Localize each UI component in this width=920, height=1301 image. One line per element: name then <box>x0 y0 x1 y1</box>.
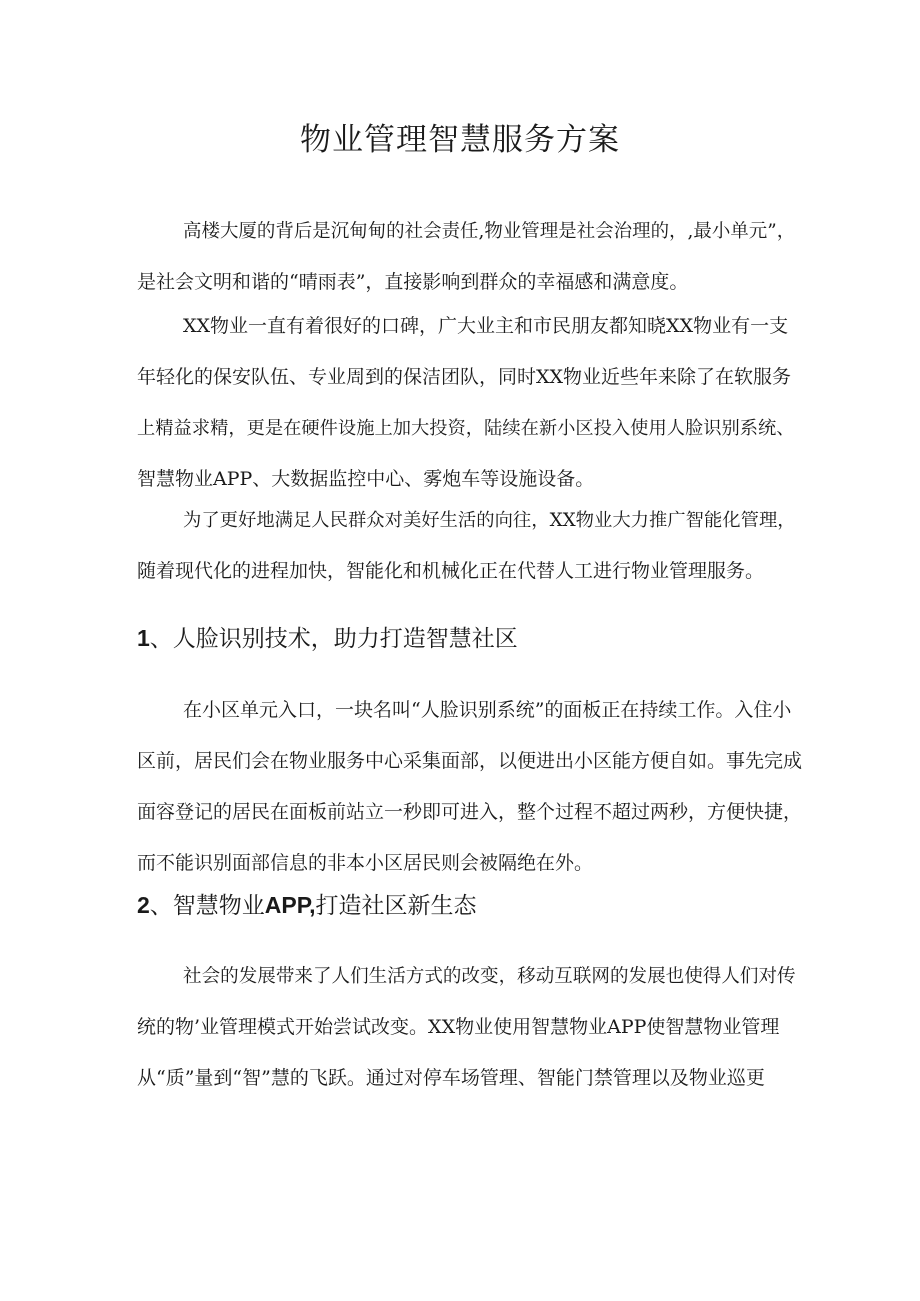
intro-paragraph-3 <box>137 495 802 597</box>
section-1-paragraph <box>137 685 802 889</box>
section-heading-text: 打造社区新生态 <box>315 893 477 919</box>
paragraph-line: 是社会文明和谐的“晴雨表”，直接影响到群众的幸福感和满意度。 <box>137 271 689 293</box>
section-2-paragraph <box>137 951 802 1104</box>
section-heading-bold-text: APP, <box>264 892 316 918</box>
paragraph-line: 在小区单元入口，一块名叫“人脸识别系统”的面板正在持续工作。入住小 <box>183 699 792 721</box>
section-number: 2 <box>137 892 150 918</box>
paragraph-line: 区前，居民们会在物业服务中心采集面部，以便进出小区能方便自如。事先完成 <box>137 750 803 772</box>
intro-paragraph-2 <box>137 301 802 505</box>
document-title: 物业管理智慧服务方案 <box>300 122 620 158</box>
paragraph-line: 从“质”量到“智”慧的飞跃。通过对停车场管理、智能门禁管理以及物业巡更 <box>137 1067 765 1089</box>
section-number: 1 <box>137 625 150 651</box>
paragraph-line: 随着现代化的进程加快，智能化和机械化正在代替人工进行物业管理服务。 <box>137 560 765 582</box>
paragraph-line: 而不能识别面部信息的非本小区居民则会被隔绝在外。 <box>137 852 594 874</box>
paragraph-line: 社会的发展带来了人们生活方式的改变，移动互联网的发展也使得人们对传 <box>183 966 796 987</box>
section-heading-2 <box>137 887 802 924</box>
paragraph-line: 面容登记的居民在面板前站立一秒即可进入，整个过程不超过两秒，方便快捷， <box>137 801 803 823</box>
intro-paragraph-1 <box>137 206 802 308</box>
paragraph-line: 高楼大厦的背后是沉甸甸的社会责任,物业管理是社会治理的，,最小单元”， <box>183 221 796 242</box>
section-separator: 、 <box>149 893 173 919</box>
paragraph-line: 上精益求精，更是在硬件设施上加大投资，陆续在新小区投入使用人脸识别系统、 <box>137 418 795 439</box>
section-heading-text: 人脸识别技术，助力打造智慧社区 <box>172 626 518 652</box>
section-heading-text: 智慧物业 <box>172 893 265 919</box>
paragraph-line: XX物业一直有着很好的口碑，广大业主和市民朋友都知晓XX物业有一支 <box>183 315 789 337</box>
paragraph-line: 年轻化的保安队伍、专业周到的保洁团队，同时XX物业近些年来除了在软服务 <box>137 366 792 388</box>
paragraph-line: 为了更好地满足人民群众对美好生活的向往，XX物业大力推广智能化管理， <box>183 510 796 531</box>
paragraph-line: 智慧物业APP、大数据监控中心、雾炮车等设施设备。 <box>137 468 595 490</box>
section-separator: 、 <box>149 626 173 652</box>
paragraph-line: 统的物’业管理模式开始尝试改变。XX物业使用智慧物业APP使智慧物业管理 <box>137 1016 780 1038</box>
section-heading-1 <box>137 620 802 657</box>
